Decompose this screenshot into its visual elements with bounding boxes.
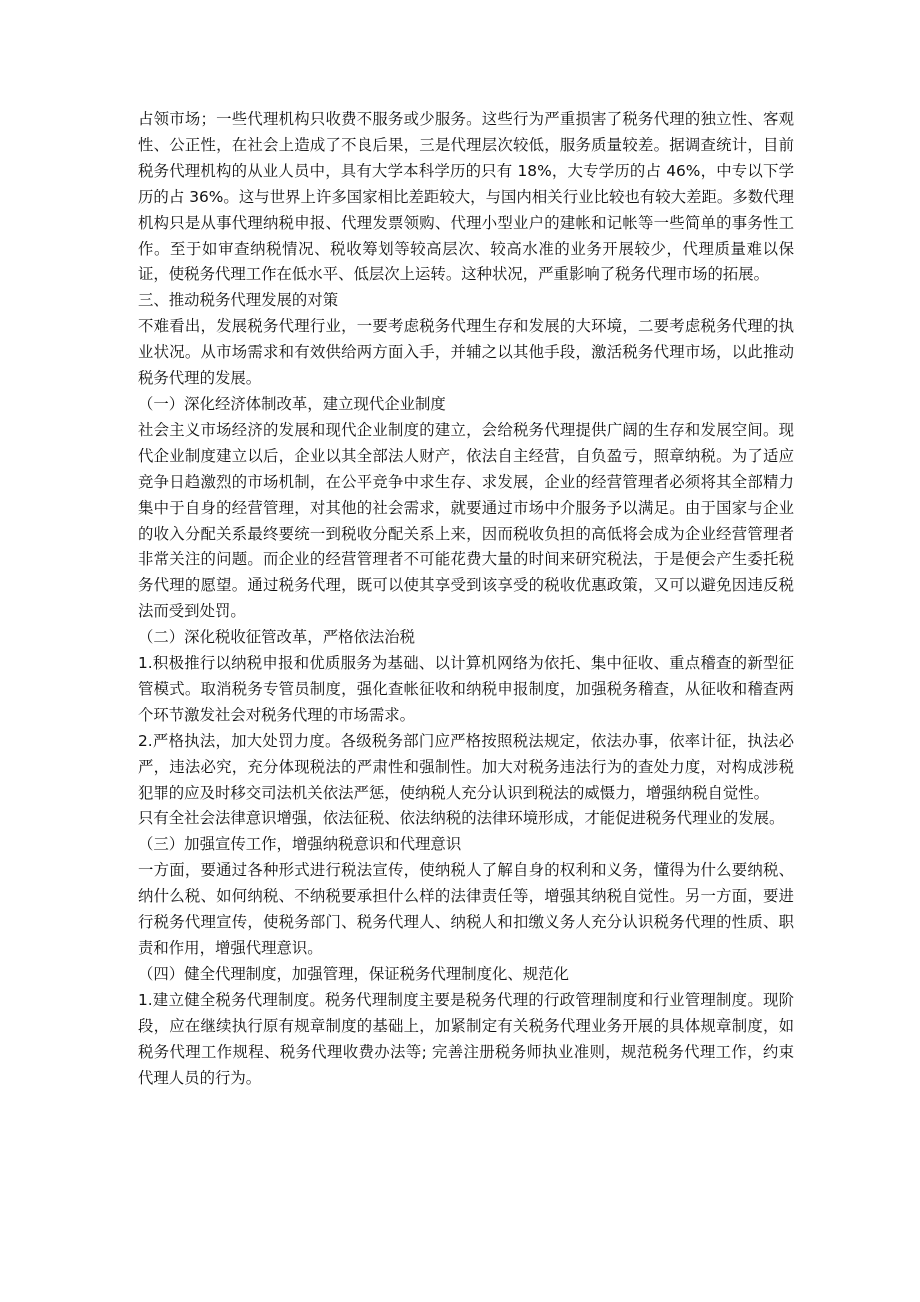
paragraph-agency-system-point-1: 1.建立健全税务代理制度。税务代理制度主要是税务代理的行政管理制度和行业管理制度。现阶段，应在继续执行原有规章制度的基础上，加紧制定有关税务代理业务开展的具体规章制度，如税务代理工作规程、税务代理收费办法等; 完善注册税务师执业准则，规范税务代理工作，约束代理人员的行为。 [138,990,794,1087]
paragraph-tax-admin-point-2: 2.严格执法，加大处罚力度。各级税务部门应严格按照税法规定，依法办事，依率计征，执法必严，违法必究，充分体现税法的严肃性和强制性。加大对税务违法行为的查处力度，对构成涉税犯罪的应及时移交司法机关依法严惩，使纳税人充分认识到税法的威慑力，增强纳税自觉性。 [138,731,794,802]
paragraph-countermeasures-intro: 不难看出，发展税务代理行业，一要考虑税务代理生存和发展的大环境，二要考虑税务代理的执业状况。从市场需求和有效供给两方面入手，并辅之以其他手段，激活税务代理市场，以此推动税务代理的发展。 [138,317,794,388]
paragraph-publicity: 一方面，要通过各种形式进行税法宣传，使纳税人了解自身的权利和义务，懂得为什么要纳税、纳什么税、如何纳税、不纳税要承担什么样的法律责任等，增强其纳税自觉性。另一方面，要进行税务代理宣传，使税务部门、税务代理人、纳税人和扣缴义务人充分认识税务代理的性质、职责和作用，增强代理意识。 [138,861,794,957]
subheading-agency-system: （四）健全代理制度，加强管理，保证税务代理制度化、规范化 [138,964,569,983]
subheading-economic-reform: （一）深化经济体制改革，建立现代企业制度 [138,394,446,413]
paragraph-tax-admin-point-1: 1.积极推行以纳税申报和优质服务为基础、以计算机网络为依托、集中征收、重点稽查的新型征管模式。取消税务专管员制度，强化查帐征收和纳税申报制度，加强税务稽查，从征收和稽查两个环节激发社会对税务代理的市场需求。 [138,654,794,724]
paragraph-legal-environment: 只有全社会法律意识增强，依法征税、依法纳税的法律环境形成，才能促进税务代理业的发展。 [138,809,785,828]
subheading-tax-administration: （二）深化税收征管改革，严格依法治税 [138,628,416,647]
document-body [138,107,794,1091]
subheading-publicity: （三）加强宣传工作，增强纳税意识和代理意识 [138,835,462,854]
section-heading-countermeasures: 三、推动税务代理发展的对策 [138,291,339,310]
paragraph-market-problems: 占领市场；一些代理机构只收费不服务或少服务。这些行为严重损害了税务代理的独立性、客观性、公正性，在社会上造成了不良后果，三是代理层次较低，服务质量较差。据调查统计，目前税务代理机构的从业人员中，具有大学本科学历的只有 18%，大专学历的占 46%，中专以下学历的占 36%。这与世界上许多国家相比差距较大，与国内相关行业比较也有较大差距。多数代理机构只是从事代理纳税申报、代理发票领购、代理小型业户的建帐和记帐等一些简单的事务性工作。至于如审查纳税情况、税收筹划等较高层次、较高水准的业务开展较少，代理质量难以保证，使税务代理工作在低水平、低层次上运转。这种状况，严重影响了税务代理市场的拓展。 [138,110,794,284]
paragraph-economic-reform: 社会主义市场经济的发展和现代企业制度的建立，会给税务代理提供广阔的生存和发展空间。现代企业制度建立以后，企业以其全部法人财产，依法自主经营，自负盈亏，照章纳税。为了适应竞争日趋激烈的市场机制，在公平竞争中求生存、求发展，企业的经营管理者必须将其全部精力集中于自身的经营管理，对其他的社会需求，就要通过市场中介服务予以满足。由于国家与企业的收入分配关系最终要统一到税收分配关系上来，因而税收负担的高低将会成为企业经营管理者非常关注的问题。而企业的经营管理者不可能花费大量的时间来研究税法，于是便会产生委托税务代理的愿望。通过税务代理，既可以使其享受到该享受的税收优惠政策，又可以避免因违反税法而受到处罚。 [138,420,794,621]
